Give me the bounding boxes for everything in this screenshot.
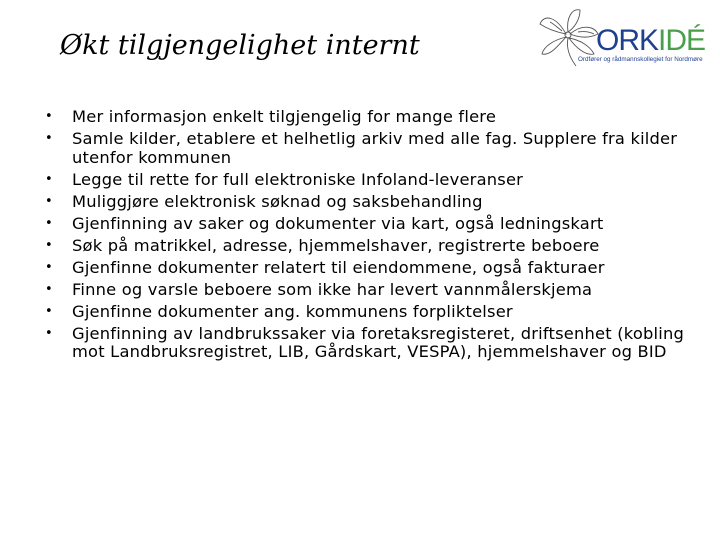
bullet-text: Søk på matrikkel, adresse, hjemmelshaver, registrerte beboere — [72, 235, 600, 255]
bullet-item — [45, 323, 712, 362]
bullet-dot: • — [45, 237, 53, 253]
bullet-text: Gjenfinne dokumenter relatert til eiendommene, også fakturaer — [72, 257, 605, 277]
bullet-dot: • — [45, 131, 53, 146]
logo-wordmark — [596, 26, 705, 56]
bullet-text: Gjenfinne dokumenter ang. kommunens forpliktelser — [72, 301, 513, 321]
bullet-item — [45, 129, 712, 167]
bullet-item — [45, 107, 712, 127]
bullet-dot: • — [45, 215, 53, 231]
bullet-item — [45, 279, 712, 300]
bullet-item — [45, 257, 712, 278]
bullet-dot: • — [45, 303, 53, 319]
bullet-text: Muliggjøre elektronisk søknad og saksbehandling — [72, 191, 483, 211]
bullet-dot: • — [45, 109, 53, 124]
bullet-list — [45, 107, 712, 365]
bullet-text: Samle kilder, etablere et helhetlig arkiv med alle fag. Supplere fra kilder utenfor kommunen — [72, 129, 678, 167]
bullet-item — [45, 191, 712, 212]
orkide-logo — [536, 4, 716, 70]
bullet-text: Gjenfinning av landbrukssaker via foretaksregisteret, driftsenhet (kobling mot Landbruksregistret, LIB, Gårdskart, VESPA), hjemmelshaver og BID — [72, 323, 685, 361]
bullet-item — [45, 169, 712, 190]
bullet-dot: • — [45, 259, 53, 275]
bullet-item — [45, 235, 712, 256]
bullet-text: Gjenfinning av saker og dokumenter via kart, også ledningskart — [72, 213, 604, 233]
bullet-dot: • — [45, 171, 53, 187]
logo-wordmark-part1: ORK — [596, 24, 659, 57]
bullet-dot: • — [45, 281, 53, 297]
bullet-item — [45, 301, 712, 322]
logo-tagline: Ordfører og rådmannskollegiet for Nordmøre — [578, 56, 703, 63]
logo-wordmark-part2: IDÉ — [658, 24, 706, 57]
bullet-text: Legge til rette for full elektroniske Infoland-leveranser — [72, 169, 524, 189]
bullet-text: Finne og varsle beboere som ikke har levert vannmålerskjema — [72, 279, 593, 299]
bullet-item — [45, 213, 712, 234]
bullet-text: Mer informasjon enkelt tilgjengelig for mange flere — [72, 107, 497, 126]
slide-title: Økt tilgjengelighet internt — [60, 30, 420, 61]
bullet-dot: • — [45, 325, 53, 341]
bullet-dot: • — [45, 193, 53, 209]
